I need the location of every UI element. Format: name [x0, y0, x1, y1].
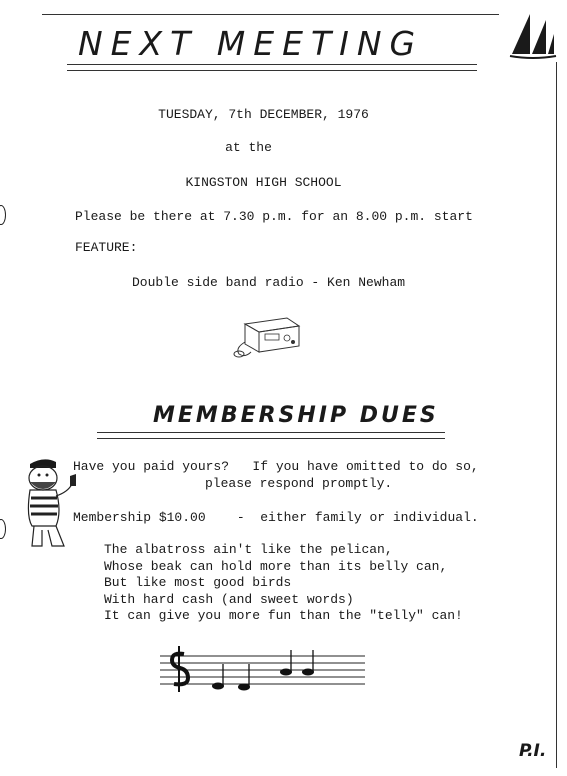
- poem-line: With hard cash (and sweet words): [104, 592, 354, 607]
- poem-line: It can give you more fun than the "telly" can!: [104, 608, 463, 623]
- radio-transceiver-illustration: [225, 316, 303, 358]
- feature-label: FEATURE:: [75, 240, 138, 255]
- binder-hole-bottom: [0, 519, 6, 539]
- meeting-time-note: Please be there at 7.30 p.m. for an 8.00 p.m. start: [75, 209, 473, 224]
- poem-line: Whose beak can hold more than its belly can,: [104, 559, 448, 574]
- dues-question-cont: please respond promptly.: [205, 476, 393, 491]
- top-rule: [42, 14, 499, 15]
- binder-hole-top: [0, 205, 6, 225]
- music-staff-dollar-illustration: [160, 642, 370, 694]
- heading-underline: [97, 432, 445, 439]
- poem-line: The albatross ain't like the pelican,: [104, 542, 393, 557]
- membership-fee: Membership $10.00 - either family or individual.: [73, 510, 479, 525]
- heading-underline: [67, 64, 477, 71]
- feature-description: Double side band radio - Ken Newham: [132, 275, 406, 290]
- meeting-at: at the: [225, 140, 272, 155]
- meeting-venue: KINGSTON HIGH SCHOOL: [185, 175, 342, 190]
- sailor-cartoon: [22, 456, 80, 552]
- poem-line: But like most good birds: [104, 575, 292, 590]
- page-mark: P.I.: [519, 741, 547, 761]
- heading-membership-dues: MEMBERSHIP DUES: [153, 403, 439, 428]
- sailboat-icon: [508, 10, 558, 60]
- dues-question: Have you paid yours? If you have omitted to do so,: [73, 459, 479, 474]
- meeting-date: TUESDAY, 7th DECEMBER, 1976: [158, 107, 369, 122]
- heading-next-meeting: NEXT MEETING: [78, 24, 424, 63]
- right-margin-rule: [556, 62, 557, 768]
